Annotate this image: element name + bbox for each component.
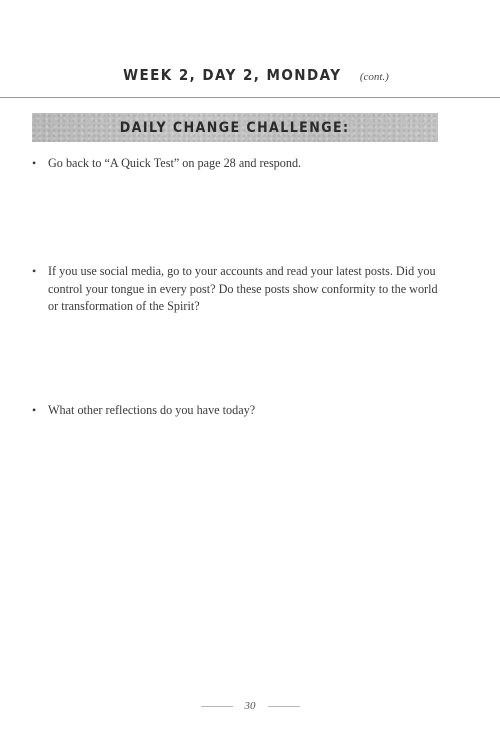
header-divider [0, 97, 500, 98]
list-item-text: If you use social media, go to your accounts and read your latest posts. Did you control your tongue in every post? Do these posts show conformity to the world or transformation of the Spirit? [48, 264, 438, 313]
list-item [32, 402, 442, 420]
section-title: DAILY CHANGE CHALLENGE: [120, 120, 350, 136]
list-item [32, 155, 442, 173]
footer-rule-right [268, 706, 300, 707]
bullet-marker: • [32, 264, 37, 278]
list-item [32, 263, 442, 316]
footer-rule-left [201, 706, 233, 707]
page-title-continued: (cont.) [359, 71, 389, 83]
page-header [0, 66, 500, 85]
page-number: 30 [244, 700, 256, 713]
list-item-text: Go back to “A Quick Test” on page 28 and respond. [48, 156, 302, 170]
page-title: WEEK 2, DAY 2, MONDAY [123, 66, 342, 84]
list-item-text: What other reflections do you have today? [48, 403, 256, 417]
bullet-marker: • [32, 156, 37, 170]
page-footer [0, 697, 500, 715]
bullet-marker: • [32, 403, 37, 417]
section-banner [32, 113, 438, 142]
